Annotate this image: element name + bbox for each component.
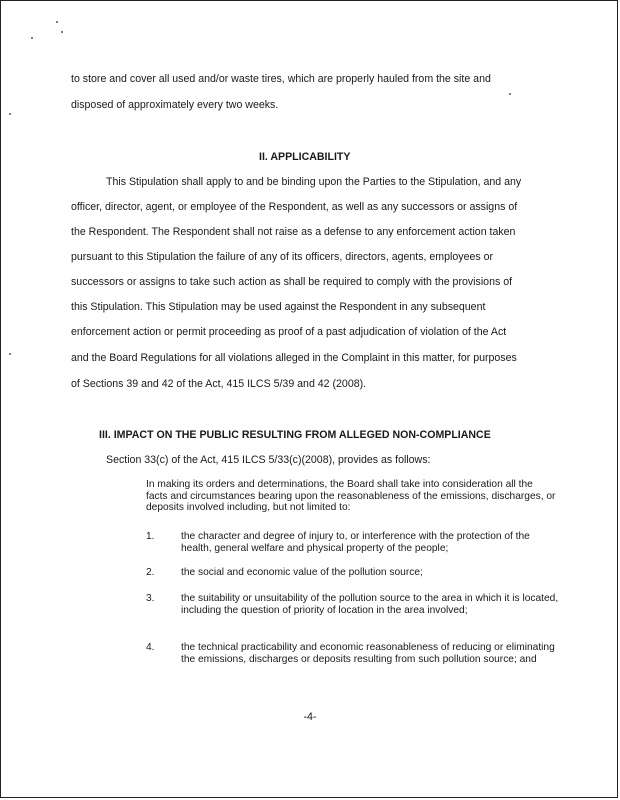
list-item-number: 4. [146, 642, 155, 653]
scan-speck [9, 353, 11, 355]
paragraph-line: the Respondent. The Respondent shall not raise as a defense to any enforcement action taken [71, 226, 516, 238]
paragraph-line: This Stipulation shall apply to and be binding upon the Parties to the Stipulation, and any [106, 176, 522, 188]
section-heading-applicability: II. APPLICABILITY [259, 151, 351, 163]
paragraph-line: and the Board Regulations for all violations alleged in the Complaint in this matter, for purposes [71, 352, 517, 364]
scan-speck [9, 113, 11, 115]
scan-speck [56, 21, 58, 23]
list-item-text: the technical practicability and economic reasonableness of reducing or eliminating the emissions, discharges or deposits resulting from such pollution source; and [181, 642, 555, 665]
list-item-number: 2. [146, 567, 155, 578]
scan-speck [31, 37, 33, 39]
block-quote: In making its orders and determinations, the Board shall take into consideration all the facts and circumstances bearing upon the reasonableness of the emissions, discharges, or deposits involved including, but not limited to: [146, 479, 556, 513]
page-number: -4- [303, 711, 317, 723]
scan-speck [509, 93, 511, 95]
list-item-text: the social and economic value of the pollution source; [181, 567, 423, 578]
paragraph-line: successors or assigns to take such action as shall be required to comply with the provisions of [71, 276, 513, 288]
list-item-number: 1. [146, 531, 155, 542]
list-item-text: the suitability or unsuitability of the pollution source to the area in which it is located, including the question of priority of location in the area involved; [181, 593, 559, 616]
paragraph-line: this Stipulation. This Stipulation may be used against the Respondent in any subsequent [71, 301, 486, 313]
list-item-number: 3. [146, 593, 155, 604]
intro-text: Section 33(c) of the Act, 415 ILCS 5/33(c)(2008), provides as follows: [106, 454, 431, 466]
paragraph-line: enforcement action or permit proceeding as proof of a past adjudication of violation of the Act [71, 326, 507, 338]
paragraph-line: of Sections 39 and 42 of the Act, 415 ILCS 5/39 and 42 (2008). [71, 378, 367, 390]
list-item-text: the character and degree of injury to, or interference with the protection of the health, general welfare and physical property of the people; [181, 531, 530, 554]
paragraph-line: officer, director, agent, or employee of the Respondent, as well as any successors or assigns of [71, 201, 518, 213]
paragraph-line: disposed of approximately every two weeks. [71, 99, 279, 111]
scan-speck [61, 31, 63, 33]
section-heading-impact: III. IMPACT ON THE PUBLIC RESULTING FROM ALLEGED NON-COMPLIANCE [99, 429, 491, 441]
paragraph-line: to store and cover all used and/or waste tires, which are properly hauled from the site and [71, 73, 491, 85]
paragraph-line: pursuant to this Stipulation the failure of any of its officers, directors, agents, employees or [71, 251, 494, 263]
